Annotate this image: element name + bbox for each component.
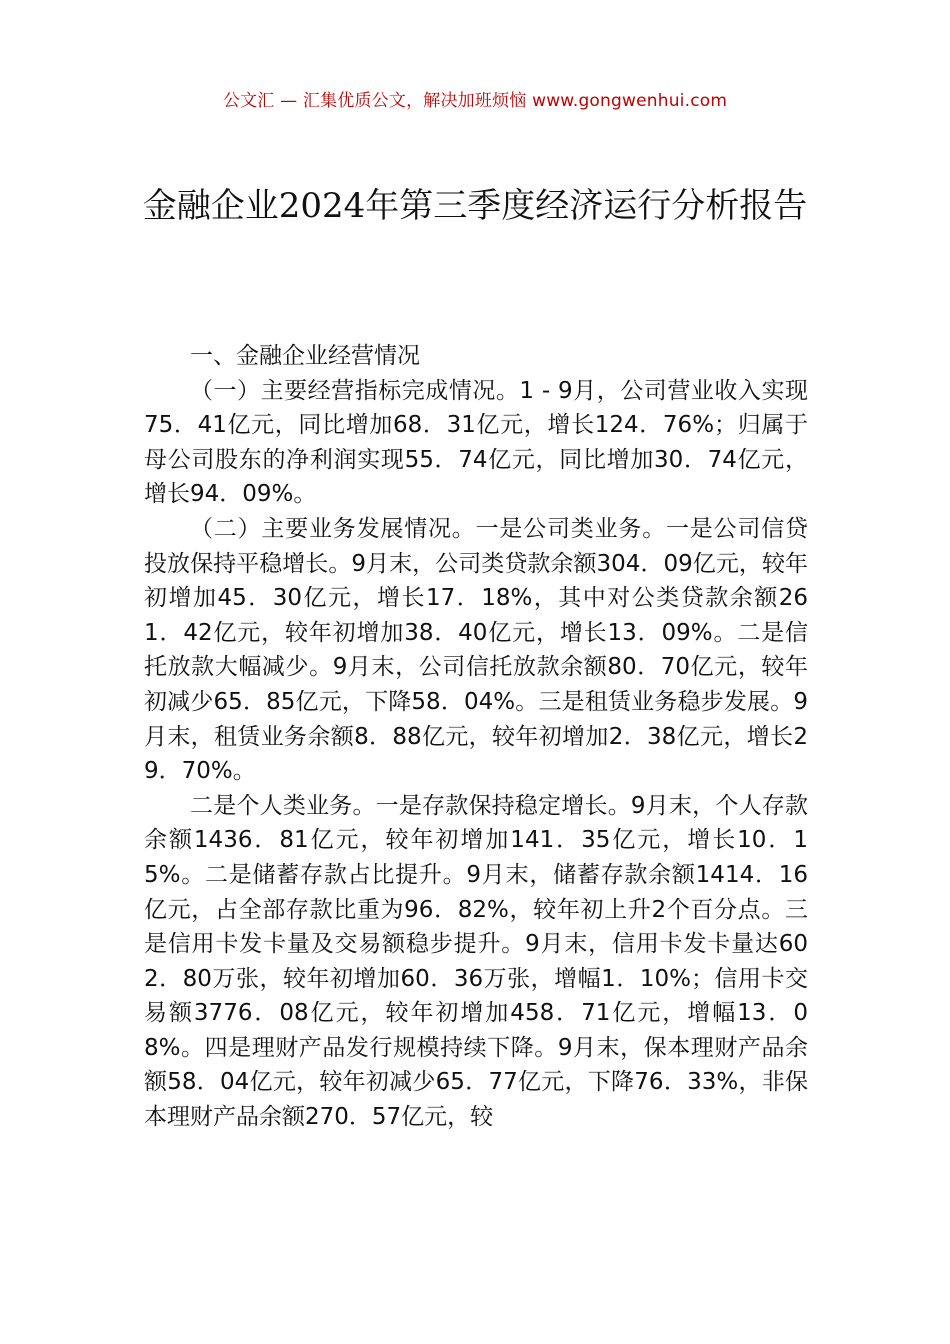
document-body xyxy=(144,339,808,1135)
section-heading: 一、金融企业经营情况 xyxy=(190,343,420,369)
paragraph-business-development: （二）主要业务发展情况。一是公司类业务。一是公司信贷投放保持平稳增长。9月末，公司类贷款余额304．09亿元，较年初增加45．30亿元，增长17．18%，其中对公类贷款余额261．42亿元，较年初增加38．40亿元，增长13．09%。二是信托放款大幅减少。9月末，公司信托放款余额80．70亿元，较年初减少65．85亿元，下降58．04%。三是租赁业务稳步发展。9月末，租赁业务余额8．88亿元，较年初增加2．38亿元，增长29．70%。 xyxy=(144,515,808,785)
document-title: 金融企业2024年第三季度经济运行分析报告 xyxy=(142,186,808,226)
header-banner: 公文汇 — 汇集优质公文，解决加班烦恼 www.gongwenhui.com xyxy=(222,91,728,111)
paragraph-main-indicators: （一）主要经营指标完成情况。1 - 9月，公司营业收入实现75．41亿元，同比增加68．31亿元，增长124．76%；归属于母公司股东的净利润实现55．74亿元，同比增加30．74亿元，增长94．09%。 xyxy=(144,377,808,508)
paragraph-personal-business: 二是个人类业务。一是存款保持稳定增长。9月末，个人存款余额1436．81亿元，较年初增加141．35亿元，增长10．15%。二是储蓄存款占比提升。9月末，储蓄存款余额1414．16亿元，占全部存款比重为96．82%，较年初上升2个百分点。三是信用卡发卡量及交易额稳步提升。9月末，信用卡发卡量达602．80万张，较年初增加60．36万张，增幅1．10%；信用卡交易额3776．08亿元，较年初增加458．71亿元，增幅13．08%。四是理财产品发行规模持续下降。9月末，保本理财产品余额58．04亿元，较年初减少65．77亿元，下降76．33%，非保本理财产品余额270．57亿元，较 xyxy=(144,792,808,1131)
